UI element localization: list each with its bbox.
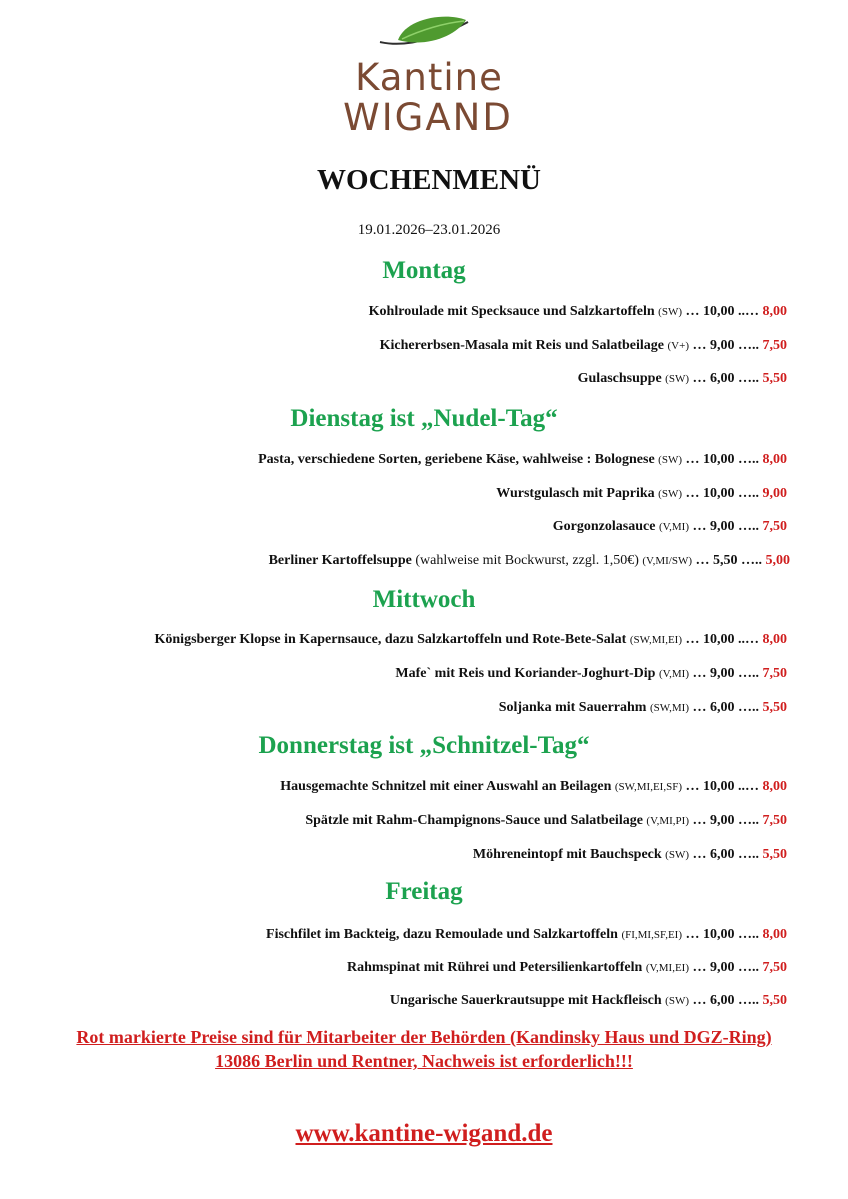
employee-price: 7,50 [762,666,787,681]
regular-price: … 6,00 ….. [692,371,759,386]
employee-price: 5,00 [765,553,790,568]
employee-price: 5,50 [762,371,787,386]
regular-price: … 10,00 ….. [685,486,759,501]
dish-name: Gulaschsuppe [577,371,662,386]
allergen-code: (SW) [658,306,682,318]
dish-name: Spätzle mit Rahm-Champignons-Sauce und Salatbeilage [305,813,643,828]
menu-item [0,551,790,571]
dish-name: Mafe` mit Reis und Koriander-Joghurt-Dip [395,666,656,681]
regular-price: … 6,00 ….. [692,700,759,715]
page-title: WOCHENMENÜ [317,164,541,196]
menu-item [0,450,787,470]
menu-item [0,664,787,684]
employee-price: 7,50 [762,813,787,828]
allergen-code: (FI,MI,SF,EI) [621,929,682,941]
employee-price: 8,00 [762,927,787,942]
menu-item [0,302,787,322]
menu-item [0,630,787,650]
regular-price: … 9,00 ….. [692,813,759,828]
employee-price: 9,00 [762,486,787,501]
date-range: 19.01.2026–23.01.2026 [357,222,501,238]
allergen-code: (V,MI,EI) [645,962,689,974]
allergen-code: (V,MI) [658,521,689,533]
employee-price: 7,50 [762,338,787,353]
logo-text-wigand: WIGAND [343,96,513,139]
regular-price: … 9,00 ….. [692,519,759,534]
regular-price: … 10,00 ..… [685,779,759,794]
menu-item [0,811,787,831]
day-heading-freitag: Freitag [385,878,463,905]
regular-price: … 6,00 ….. [692,993,759,1008]
employee-price: 7,50 [762,519,787,534]
employee-price: 8,00 [762,304,787,319]
day-heading-mittwoch: Mittwoch [372,586,476,613]
allergen-code: (V,MI/SW) [642,555,692,567]
employee-price: 8,00 [762,452,787,467]
menu-item [0,369,787,389]
allergen-code: (SW) [665,373,689,385]
menu-item [0,958,787,978]
dish-name: Kichererbsen-Masala mit Reis und Salatbeilage [379,338,665,353]
employee-price-note-line2: 13086 Berlin und Rentner, Nachweis ist erforderlich!!! [215,1051,633,1071]
dish-name: Fischfilet im Backteig, dazu Remoulade und Salzkartoffeln [266,927,618,942]
regular-price: … 6,00 ….. [692,847,759,862]
dish-name: Ungarische Sauerkrautsuppe mit Hackfleisch [389,993,662,1008]
employee-price-note-line1: Rot markierte Preise sind für Mitarbeiter der Behörden (Kandinsky Haus und DGZ-Ring) [76,1027,772,1047]
menu-item [0,517,787,537]
employee-price: 7,50 [762,960,787,975]
employee-price: 5,50 [762,993,787,1008]
logo-text-kantine: Kantine [355,56,503,99]
regular-price: … 10,00 ..… [685,632,759,647]
leaf-icon [376,14,472,56]
allergen-code: (SW,MI) [649,702,689,714]
menu-item [0,484,787,504]
employee-price: 5,50 [762,700,787,715]
dish-name: Kohlroulade mit Specksauce und Salzkartoffeln [368,304,655,319]
dish-name: Hausgemachte Schnitzel mit einer Auswahl an Beilagen [280,779,612,794]
regular-price: … 9,00 ….. [692,960,759,975]
employee-price: 8,00 [762,779,787,794]
employee-price: 8,00 [762,632,787,647]
dish-name: Möhreneintopf mit Bauchspeck [472,847,662,862]
menu-item [0,336,787,356]
menu-item [0,991,787,1011]
dish-note: (wahlweise mit Bockwurst, zzgl. 1,50€) [415,553,639,568]
allergen-code: (SW) [658,454,682,466]
day-heading-montag: Montag [382,257,466,284]
regular-price: … 9,00 ….. [692,666,759,681]
allergen-code: (SW) [665,849,689,861]
dish-name: Königsberger Klopse in Kapernsauce, dazu Salzkartoffeln und Rote-Bete-Salat [154,632,627,647]
menu-item [0,845,787,865]
regular-price: … 10,00 ….. [685,452,759,467]
day-heading-donnerstag: Donnerstag ist „Schnitzel-Tag“ [258,732,590,759]
regular-price: … 5,50 ….. [695,553,762,568]
allergen-code: (SW,MI,EI) [629,634,682,646]
allergen-code: (SW) [665,995,689,1007]
dish-name: Soljanka mit Sauerrahm [498,700,647,715]
menu-item [0,698,787,718]
menu-item [0,777,787,797]
allergen-code: (SW,MI,EI,SF) [614,781,682,793]
allergen-code: (SW) [658,488,682,500]
dish-name: Berliner Kartoffelsuppe [268,553,412,568]
day-heading-dienstag: Dienstag ist „Nudel-Tag“ [290,405,558,432]
regular-price: … 10,00 ..… [685,304,759,319]
dish-name: Pasta, verschiedene Sorten, geriebene Käse, wahlweise : Bolognese [258,452,655,467]
employee-price: 5,50 [762,847,787,862]
allergen-code: (V,MI,PI) [646,815,689,827]
dish-name: Rahmspinat mit Rührei und Petersilienkartoffeln [347,960,643,975]
logo [320,14,530,139]
regular-price: … 10,00 ….. [685,927,759,942]
regular-price: … 9,00 ….. [692,338,759,353]
dish-name: Gorgonzolasauce [552,519,656,534]
website-link[interactable]: www.kantine-wigand.de [295,1120,553,1147]
allergen-code: (V+) [667,340,689,352]
dish-name: Wurstgulasch mit Paprika [496,486,655,501]
menu-item [0,925,787,945]
allergen-code: (V,MI) [658,668,689,680]
